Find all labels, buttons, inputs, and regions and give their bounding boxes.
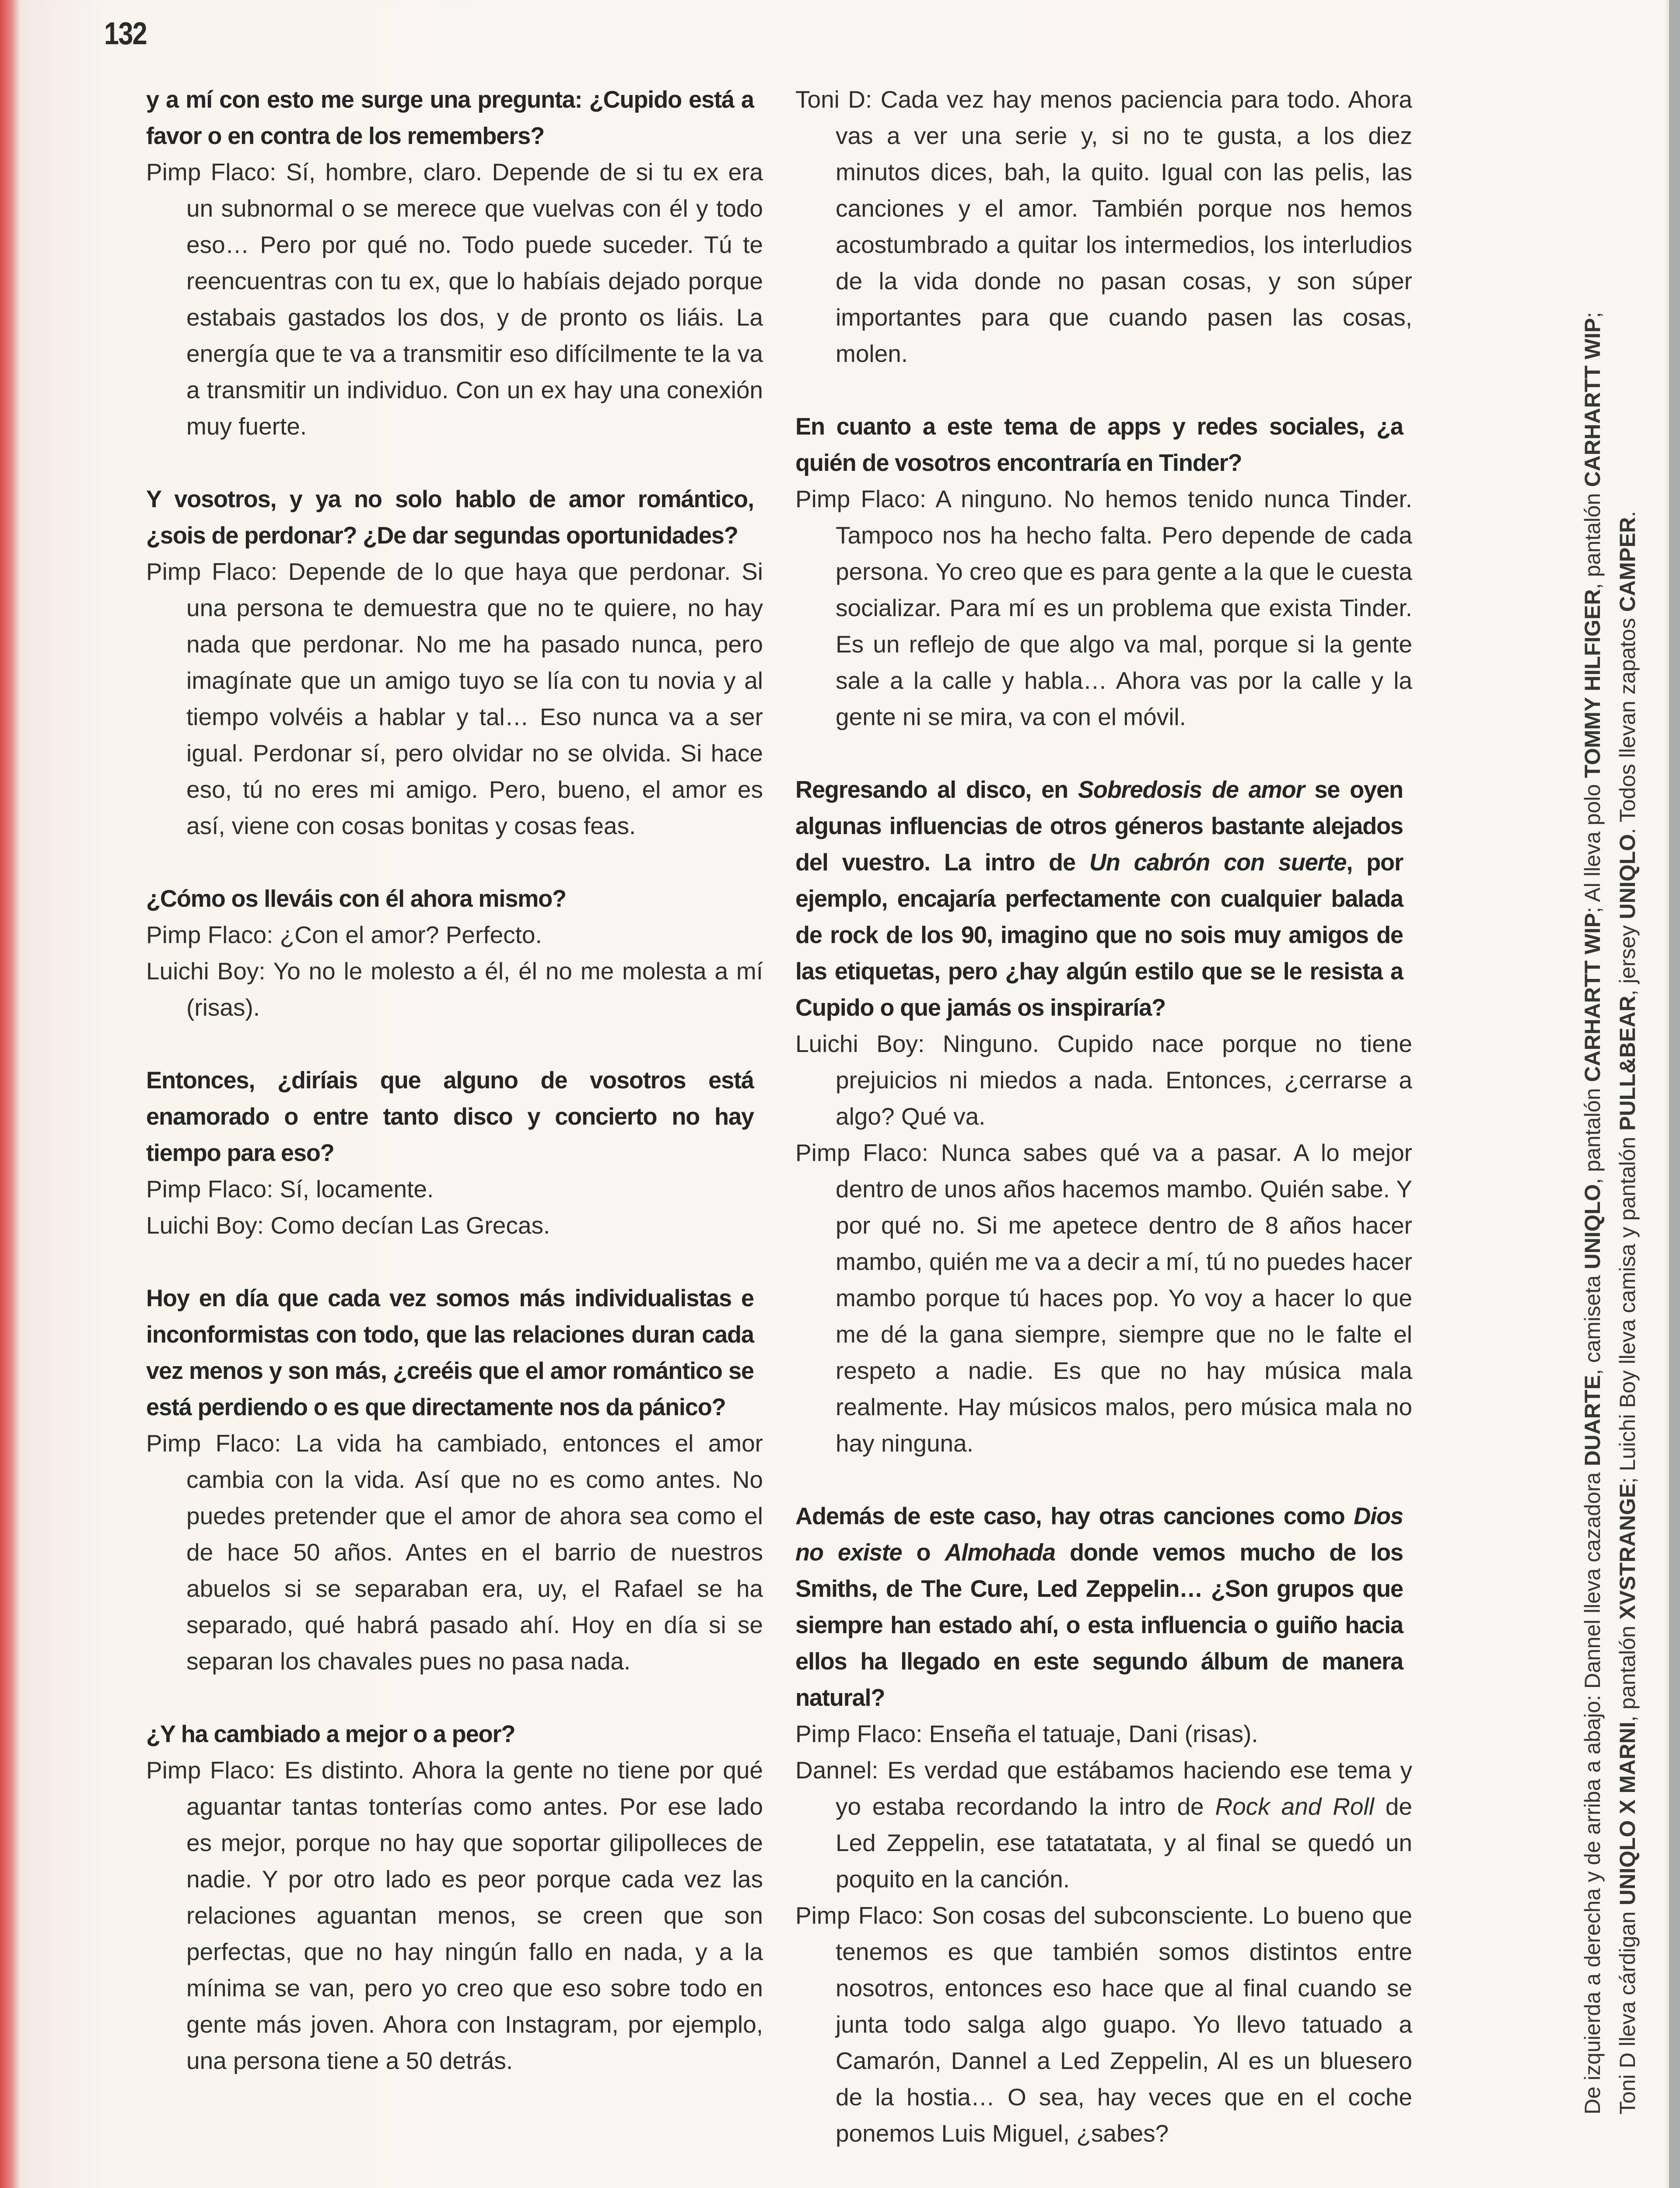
- text-run: Además de este caso, hay otras canciones como: [795, 1502, 1354, 1529]
- interview-question: [795, 1498, 1403, 1716]
- interview-answer: [795, 481, 1412, 735]
- interview-question: ¿Cómo os lleváis con él ahora mismo?: [146, 885, 566, 912]
- page-edge-decoration: [0, 0, 20, 2188]
- brand-name: UNIQLO X MARNI: [1615, 1722, 1640, 1905]
- interview-answer: [146, 1752, 763, 2079]
- text-run: Rock and Roll: [1215, 1793, 1374, 1820]
- interview-block: [146, 1280, 763, 1680]
- interview-question: [795, 771, 1403, 1026]
- text-run: Dios no existe: [795, 1502, 1403, 1566]
- brand-name: XVSTRANGE: [1615, 1483, 1640, 1620]
- interview-answer: [146, 154, 763, 445]
- credits-text: , pantalón: [1580, 1082, 1605, 1184]
- credits-text: , camiseta: [1580, 1269, 1605, 1375]
- text-run: o: [902, 1539, 945, 1566]
- answer-text: Yo no le molesto a él, él no me molesta a mí (risas).: [186, 957, 763, 1021]
- interview-answer: [795, 1716, 1412, 1752]
- credits-text: , pantalón: [1615, 1620, 1640, 1722]
- speaker-name: Pimp Flaco:: [146, 1430, 281, 1457]
- speaker-name: Pimp Flaco:: [795, 1139, 928, 1166]
- credits-line: [1610, 261, 1645, 2114]
- interview-answer: [146, 554, 763, 844]
- text-run: de Led Zeppelin, ese tatatatata, y al final se quedó un poquito en la canción.: [836, 1793, 1412, 1893]
- right-column: [795, 81, 1412, 2188]
- interview-answer: [146, 953, 763, 1026]
- brand-name: UNIQLO: [1615, 834, 1640, 919]
- speaker-name: Luichi Boy:: [146, 957, 266, 985]
- interview-block: [795, 81, 1412, 372]
- interview-question: En cuanto a este tema de apps y redes sociales, ¿a quién de vosotros encontraría en Tinder?: [795, 413, 1403, 476]
- interview-block: [795, 771, 1412, 1462]
- interview-block: [146, 880, 763, 1026]
- speaker-name: Toni D:: [795, 86, 872, 113]
- text-run: Regresando al disco, en: [795, 776, 1078, 803]
- interview-answer: [795, 81, 1412, 372]
- speaker-name: Luichi Boy:: [795, 1030, 925, 1057]
- interview-block: [795, 408, 1412, 735]
- answer-text: Enseña el tatuaje, Dani (risas).: [929, 1720, 1258, 1747]
- credits-text: ; Al lleva polo: [1580, 778, 1605, 913]
- credits-text: , jersey: [1615, 919, 1640, 996]
- answer-text: Como decían Las Grecas.: [270, 1212, 550, 1239]
- interview-question: y a mí con esto me surge una pregunta: ¿Cupido está a favor o en contra de los remembers?: [146, 86, 754, 149]
- answer-text: Ninguno. Cupido nace porque no tiene prejuicios ni miedos a nada. Entonces, ¿cerrarse a algo? Qué va.: [836, 1030, 1412, 1130]
- answer-text: Sí, locamente.: [280, 1175, 434, 1203]
- brand-name: TOMMY HILFIGER: [1580, 589, 1605, 778]
- answer-text: La vida ha cambiado, entonces el amor cambia con la vida. Así que no es como antes. No puedes pretender que el amor de ahora sea como el de hace 50 años. Antes en el barrio de nuestros abuelos si se separaban era, uy, el Rafael se ha separado, qué habrá pasado ahí. Hoy en día si se separan los chavales pues no pasa nada.: [186, 1430, 763, 1675]
- interview-answer: [146, 1207, 763, 1244]
- text-run: Sobredosis de amor: [1078, 776, 1305, 803]
- interview-answer: [146, 1425, 763, 1680]
- left-column: [146, 81, 763, 2115]
- credits-text: ;: [1580, 312, 1605, 318]
- speaker-name: Pimp Flaco:: [795, 1720, 923, 1747]
- brand-name: UNIQLO: [1580, 1184, 1605, 1269]
- brand-name: CARHARTT WIP: [1580, 913, 1605, 1082]
- credits-text: . Todos llevan zapatos: [1615, 612, 1640, 835]
- speaker-name: Luichi Boy:: [146, 1212, 264, 1239]
- text-run: Almohada: [945, 1539, 1055, 1566]
- text-run: Un cabrón con suerte: [1089, 849, 1347, 876]
- credits-text: .: [1615, 511, 1640, 517]
- interview-block: [795, 1498, 1412, 2152]
- answer-text: ¿Con el amor? Perfecto.: [280, 921, 542, 948]
- speaker-name: Pimp Flaco:: [795, 485, 927, 512]
- answer-text: Son cosas del subconsciente. Lo bueno que tenemos es que también somos distintos entre nosotros, entonces eso hace que al final cuando se junta todo salga algo guapo. Yo llevo tatuado a Camarón, Dannel a Led Zeppelin, Al es un bluesero de la hostia… O sea, hay veces que en el coche ponemos Luis Miguel, ¿sabes?: [836, 1902, 1412, 2147]
- speaker-name: Pimp Flaco:: [146, 1175, 273, 1203]
- page-number: 132: [104, 16, 147, 51]
- answer-text: Sí, hombre, claro. Depende de si tu ex era un subnormal o se merece que vuelvas con él y todo eso… Pero por qué no. Todo puede suceder. Tú te reencuentras con tu ex, que lo habíais dejado porque estabais gastados los dos, y de pronto os liáis. La energía que te va a transmitir eso difícilmente te la va a transmitir un individuo. Con un ex hay una conexión muy fuerte.: [186, 158, 763, 440]
- speaker-name: Dannel:: [795, 1757, 878, 1784]
- interview-question: Y vosotros, y ya no solo hablo de amor romántico, ¿sois de perdonar? ¿De dar segundas oportunidades?: [146, 485, 754, 549]
- answer-text: A ninguno. No hemos tenido nunca Tinder. Tampoco nos ha hecho falta. Pero depende de cada persona. Yo creo que es para gente a la que le cuesta socializar. Para mí es un problema que exista Tinder. Es un reflejo de que algo va mal, porque si la gente sale a la calle y habla… Ahora vas por la calle y la gente ni se mira, va con el móvil.: [836, 485, 1412, 730]
- interview-answer: [795, 1897, 1412, 2152]
- credits-text: Toni D lleva cárdigan: [1615, 1905, 1640, 2114]
- text-run: donde vemos mucho de los Smiths, de The Cure, Led Zeppelin… ¿Son grupos que siempre han estado ahí, o esta influencia o guiño hacia ellos ha llegado en este segundo álbum de manera natural?: [795, 1539, 1403, 1711]
- interview-answer: [146, 917, 763, 953]
- text-run: Es verdad que estábamos haciendo ese tema y yo estaba recordando la intro de: [836, 1757, 1413, 1820]
- speaker-name: Pimp Flaco:: [146, 921, 273, 948]
- interview-answer: [795, 1752, 1412, 1897]
- interview-answer: [146, 1171, 763, 1207]
- answer-text: Nunca sabes qué va a pasar. A lo mejor dentro de unos años hacemos mambo. Quién sabe. Y por qué no. Si me apetece dentro de 8 años hacer mambo, quién me va a decir a mí, tú no puedes hacer mambo porque tú haces pop. Yo voy a hacer lo que me dé la gana siempre, siempre que no le falte el respeto a nadie. Es que no hay música mala realmente. Hay músicos malos, pero música mala no hay ninguna.: [836, 1139, 1412, 1457]
- interview-answer: [795, 1026, 1412, 1135]
- text-run: , por ejemplo, encajaría perfectamente con cualquier balada de rock de los 90, imagino que no sois muy amigos de las etiquetas, pero ¿hay algún estilo que se le resista a Cupido o que jamás os inspiraría?: [795, 849, 1403, 1021]
- interview-block: [146, 481, 763, 844]
- speaker-name: Pimp Flaco:: [146, 1757, 276, 1784]
- text-run: se oyen algunas influencias de otros géneros bastante alejados del vuestro. La intro de: [795, 776, 1403, 876]
- interview-question: Hoy en día que cada vez somos más individualistas e inconformistas con todo, que las relaciones duran cada vez menos y son más, ¿creéis que el amor romántico se está perdiendo o es que directamente nos da pánico?: [146, 1284, 754, 1420]
- interview-block: [146, 81, 763, 445]
- answer-text: Es distinto. Ahora la gente no tiene por qué aguantar tantas tonterías como antes. Por ese lado es mejor, porque no hay que soportar gilipolleces de nadie. Y por otro lado es peor porque cada vez las relaciones aguantan menos, se creen que son perfectas, que no hay ningún fallo en nada, y a la mínima se van, pero yo creo que eso sobre todo en gente más joven. Ahora con Instagram, por ejemplo, una persona tiene a 50 detrás.: [186, 1757, 763, 2074]
- interview-block: [146, 1062, 763, 1244]
- interview-question: Entonces, ¿diríais que alguno de vosotros está enamorado o entre tanto disco y concierto no hay tiempo para eso?: [146, 1066, 754, 1166]
- brand-name: DUARTE: [1580, 1375, 1605, 1466]
- speaker-name: Pimp Flaco:: [146, 158, 276, 186]
- brand-name: PULL&BEAR: [1615, 996, 1640, 1131]
- fashion-credits: [1575, 261, 1649, 2114]
- interview-answer: [795, 1135, 1412, 1462]
- credits-text: ; Luichi Boy lleva camisa y pantalón: [1615, 1130, 1640, 1483]
- credits-text: , pantalón: [1580, 487, 1605, 589]
- interview-question: ¿Y ha cambiado a mejor o a peor?: [146, 1720, 515, 1747]
- credits-line: [1575, 261, 1610, 2114]
- credits-text: De izquierda a derecha y de arriba a abajo: Dannel lleva cazadora: [1580, 1466, 1605, 2114]
- brand-name: CAMPER: [1615, 517, 1640, 612]
- answer-text: Depende de lo que haya que perdonar. Si una persona te demuestra que no te quiere, no hay nada que perdonar. No me ha pasado nunca, pero imagínate que un amigo tuyo se lía con tu novia y al tiempo volvéis a hablar y tal… Eso nunca va a ser igual. Perdonar sí, pero olvidar no se olvida. Si hace eso, tú no eres mi amigo. Pero, bueno, el amor es así, viene con cosas bonitas y cosas feas.: [186, 558, 763, 839]
- answer-text: Cada vez hay menos paciencia para todo. Ahora vas a ver una serie y, si no te gusta, a los diez minutos dices, bah, la quito. Igual con las pelis, las canciones y el amor. También porque nos hemos acostumbrado a quitar los intermedios, los interludios de la vida donde no pasan cosas, y son súper importantes para que cuando pasen las cosas, molen.: [836, 86, 1412, 367]
- brand-name: CARHARTT WIP: [1580, 318, 1605, 487]
- interview-block: [146, 1716, 763, 2079]
- speaker-name: Pimp Flaco:: [146, 558, 277, 585]
- speaker-name: Pimp Flaco:: [795, 1902, 924, 1929]
